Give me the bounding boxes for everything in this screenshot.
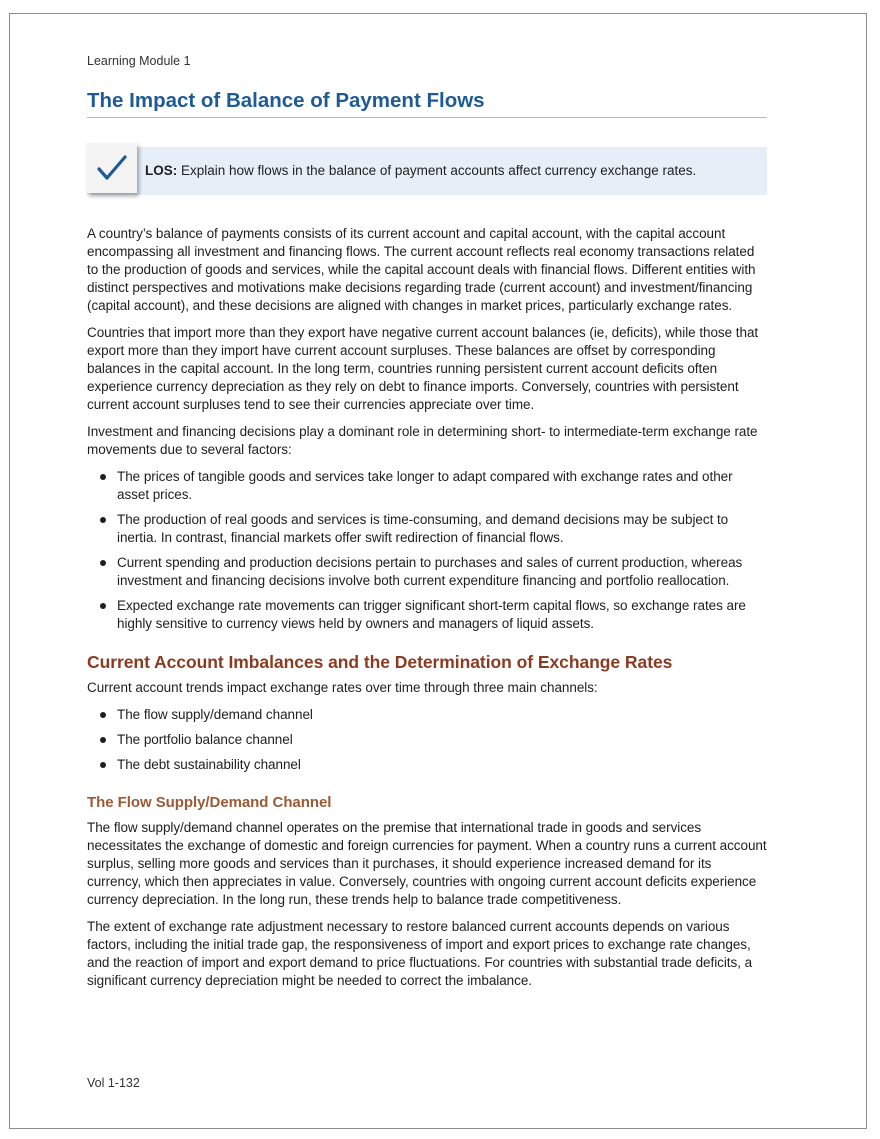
list-item: Current spending and production decisions pertain to purchases and sales of current production, whereas investment and financing decisions involve both current expenditure financing and portfolio reallocation. [87, 554, 767, 590]
subsection-heading: The Flow Supply/Demand Channel [87, 794, 332, 811]
channels-list [87, 706, 767, 774]
paragraph: The flow supply/demand channel operates on the premise that international trade in goods and services necessitates the exchange of domestic and foreign currencies for payment. When a country runs a current account surplus, selling more goods and services than it purchases, it should experience increased demand for its currency, which then appreciates in value. Conversely, countries with ongoing current account deficits experience currency depreciation. In the long run, these trends help to balance trade competitiveness. [87, 820, 767, 907]
body-text [87, 225, 767, 999]
paragraph: The extent of exchange rate adjustment necessary to restore balanced current accounts depends on various factors, including the initial trade gap, the responsiveness of import and export prices to exchange rate changes, and the reaction of import and export demand to price fluctuations. For countries with substantial trade deficits, a significant currency depreciation might be needed to correct the imbalance. [87, 919, 753, 988]
page-title: The Impact of Balance of Payment Flows [87, 89, 767, 118]
paragraph: Investment and financing decisions play a dominant role in determining short- to intermediate-term exchange rate movements due to several factors: [87, 424, 758, 457]
list-item: The debt sustainability channel [87, 756, 767, 774]
module-label: Learning Module 1 [87, 54, 191, 68]
paragraph: A country’s balance of payments consists of its current account and capital account, with the capital account encompassing all investment and financing flows. The current account reflects real economy transactions related to the production of goods and services, while the capital account deals with financial flows. Different entities with distinct perspectives and motivations make decisions regarding trade (current account) and investment/financing (capital account), and these decisions are aligned with changes in market prices, particularly exchange rates. [87, 226, 756, 313]
list-item: The production of real goods and services is time-consuming, and demand decisions may be subject to inertia. In contrast, financial markets offer swift redirection of financial flows. [87, 511, 767, 547]
paragraph: Current account trends impact exchange rates over time through three main channels: [87, 680, 598, 695]
list-item: The prices of tangible goods and services take longer to adapt compared with exchange rates and other asset prices. [87, 468, 767, 504]
list-item: The portfolio balance channel [87, 731, 767, 749]
section-heading: Current Account Imbalances and the Determination of Exchange Rates [87, 652, 673, 672]
los-label: LOS: [145, 163, 178, 178]
list-item: Expected exchange rate movements can trigger significant short-term capital flows, so exchange rates are highly sensitive to currency views held by owners and managers of liquid assets. [87, 597, 767, 633]
list-item: The flow supply/demand channel [87, 706, 767, 724]
checkmark-icon [87, 143, 137, 193]
los-box [87, 147, 767, 195]
los-description: Explain how flows in the balance of payment accounts affect currency exchange rates. [181, 163, 697, 178]
los-text [145, 163, 696, 178]
paragraph: Countries that import more than they export have negative current account balances (ie, deficits), while those that export more than they import have current account surpluses. These balances are offset by corresponding balances in the capital account. In the long term, countries running persistent current account deficits often experience currency depreciation as they rely on debt to finance imports. Conversely, countries with persistent current account surpluses tend to see their currencies appreciate over time. [87, 325, 759, 412]
page-number: Vol 1-132 [87, 1076, 140, 1090]
factors-list [87, 468, 767, 633]
